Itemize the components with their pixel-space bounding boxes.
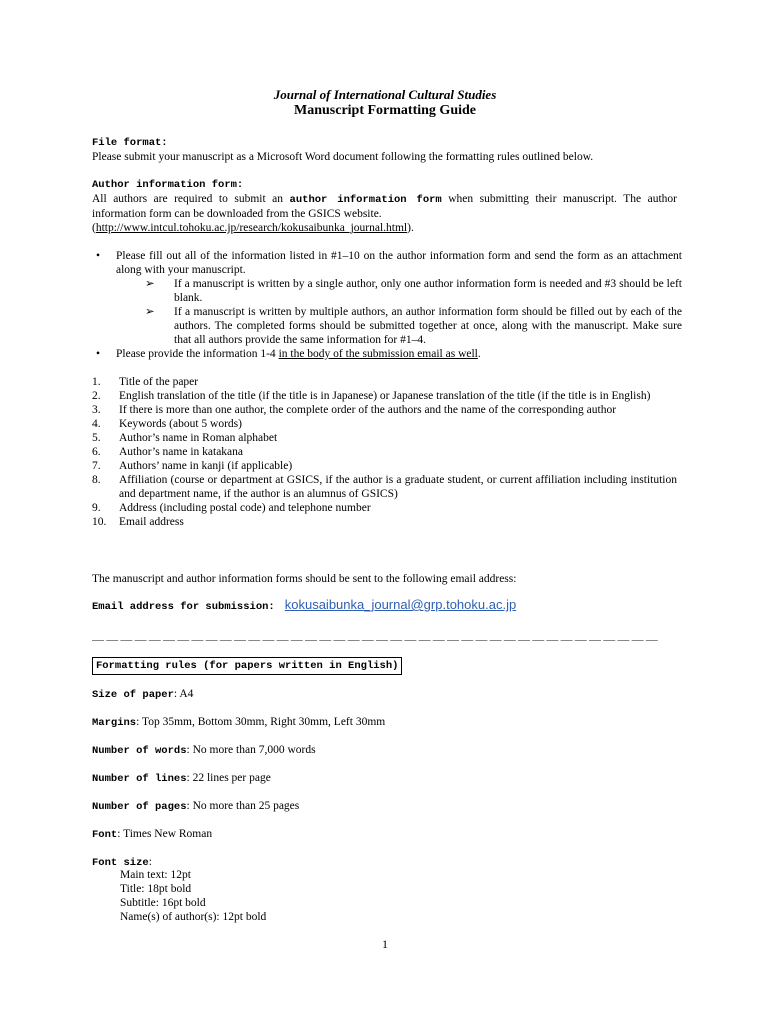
list-text: Authors’ name in kanji (if applicable) (119, 460, 293, 472)
page-number: 1 (382, 937, 388, 951)
numbered-list (92, 375, 677, 529)
rule-value: : A4 (173, 688, 194, 700)
list-item (92, 445, 677, 459)
bullet-item (92, 249, 682, 277)
list-item (92, 431, 677, 445)
email-line (92, 598, 677, 614)
list-number: 1. (92, 376, 101, 388)
link-paren: ). (407, 222, 414, 234)
bullet-text: . (477, 348, 481, 360)
rule-label: Font size (92, 857, 149, 869)
arrow-icon: ➢ (145, 306, 155, 318)
list-text: Address (including postal code) and telephone number (119, 502, 371, 514)
arrow-icon: ➢ (145, 278, 155, 290)
list-number: 4. (92, 418, 101, 430)
email-label: Email address for submission: (92, 601, 275, 613)
list-number: 2. (92, 390, 101, 402)
file-format-text: Please submit your manuscript as a Microsoft Word document following the formatting rules outlined below. (92, 151, 594, 163)
bullet-text: Please fill out all of the information listed in #1–10 on the author information form and send the form as an attachment along with your manuscript. (116, 250, 682, 276)
file-format-label: File format: (92, 137, 168, 149)
font-size-item: Name(s) of author(s): 12pt bold (120, 911, 267, 923)
bullet-dot-icon: • (96, 250, 101, 262)
arrow-text: If a manuscript is written by multiple authors, an author information form should be filled out by each of the authors. The completed forms should be submitted together at once, along with the manuscript. Make sure that all authors provide the same information for #1–4. (174, 306, 682, 346)
rule-words (92, 743, 316, 758)
list-number: 3. (92, 404, 101, 416)
guide-title: Manuscript Formatting Guide (294, 103, 476, 118)
rule-value: : Times New Roman (117, 828, 213, 840)
list-text: Author’s name in Roman alphabet (119, 432, 278, 444)
list-text: Affiliation (course or department at GSICS, if the author is a graduate student, or current affiliation including institution and department name, if the author is an alumnus of GSICS) (119, 474, 677, 500)
font-size-list (120, 868, 266, 924)
list-item (92, 389, 677, 403)
rule-label: Number of lines (92, 773, 187, 785)
author-form-section (92, 178, 677, 235)
list-item (92, 501, 677, 515)
arrow-item (92, 277, 682, 305)
separator-line: ＿＿＿＿＿＿＿＿＿＿＿＿＿＿＿＿＿＿＿＿＿＿＿＿＿＿＿＿＿＿＿＿＿＿＿＿＿＿＿＿ (92, 628, 661, 642)
list-item (92, 459, 677, 473)
link-paren: ( (92, 222, 96, 234)
list-text: If there is more than one author, the complete order of the authors and the name of the corresponding author (119, 404, 617, 416)
list-number: 8. (92, 474, 101, 486)
font-size-item: Title: 18pt bold (120, 883, 192, 895)
author-form-bold: author information form (289, 194, 442, 206)
instructions-list (92, 249, 682, 361)
list-item (92, 473, 677, 501)
list-number: 6. (92, 446, 101, 458)
rule-font (92, 827, 212, 842)
list-number: 5. (92, 432, 101, 444)
list-item (92, 375, 677, 389)
rule-label: Size of paper (92, 689, 174, 701)
gsics-link[interactable]: http://www.intcul.tohoku.ac.jp/research/kokusaibunka_journal.html (95, 222, 408, 234)
rule-label: Number of pages (92, 801, 187, 813)
author-form-text (92, 192, 677, 221)
rule-lines (92, 771, 271, 786)
list-text: Email address (119, 516, 184, 528)
rule-label: Font (92, 829, 118, 841)
arrow-text: If a manuscript is written by a single author, only one author information form is needed and #3 should be left blank. (174, 278, 682, 304)
author-form-label: Author information form: (92, 179, 244, 191)
list-number: 7. (92, 460, 101, 472)
font-size-item: Subtitle: 16pt bold (120, 897, 206, 909)
list-text: Keywords (about 5 words) (119, 418, 242, 430)
rule-value: : (148, 856, 152, 868)
list-item (92, 403, 677, 417)
bullet-underlined-text: in the body of the submission email as well (278, 348, 478, 360)
rule-margins (92, 715, 385, 730)
list-item (92, 515, 677, 529)
author-form-link-line (92, 221, 677, 235)
rule-value: : No more than 7,000 words (186, 744, 316, 756)
list-text: English translation of the title (if the title is in Japanese) or Japanese translation of the title (if the title is in English) (119, 390, 651, 402)
email-address-link[interactable]: kokusaibunka_journal@grp.tohoku.ac.jp (284, 597, 517, 612)
rules-heading: Formatting rules (for papers written in English) (92, 657, 402, 675)
arrow-item (92, 305, 682, 347)
list-number: 10. (92, 516, 107, 528)
rule-label: Number of words (92, 745, 187, 757)
send-note: The manuscript and author information forms should be sent to the following email address: (92, 573, 517, 585)
rule-pages (92, 799, 299, 814)
list-text: Title of the paper (119, 376, 199, 388)
list-number: 9. (92, 502, 101, 514)
rule-value: : No more than 25 pages (186, 800, 300, 812)
journal-title: Journal of International Cultural Studies (273, 87, 497, 102)
font-size-item: Main text: 12pt (120, 869, 191, 881)
author-form-text-part: All authors are required to submit an (92, 193, 290, 205)
file-format-section (92, 136, 677, 164)
rule-paper-size (92, 687, 193, 702)
list-item (92, 417, 677, 431)
bullet-item (92, 347, 682, 361)
author-form-text-part: when submitting their manuscript. The author information form can be downloaded from the GSICS website. (92, 193, 677, 220)
rule-label: Margins (92, 717, 137, 729)
list-text: Author’s name in katakana (119, 446, 244, 458)
bullet-dot-icon: • (96, 348, 101, 360)
bullet-text: Please provide the information 1-4 (116, 348, 279, 360)
rule-value: : Top 35mm, Bottom 30mm, Right 30mm, Left 30mm (136, 716, 386, 728)
rule-value: : 22 lines per page (186, 772, 271, 784)
